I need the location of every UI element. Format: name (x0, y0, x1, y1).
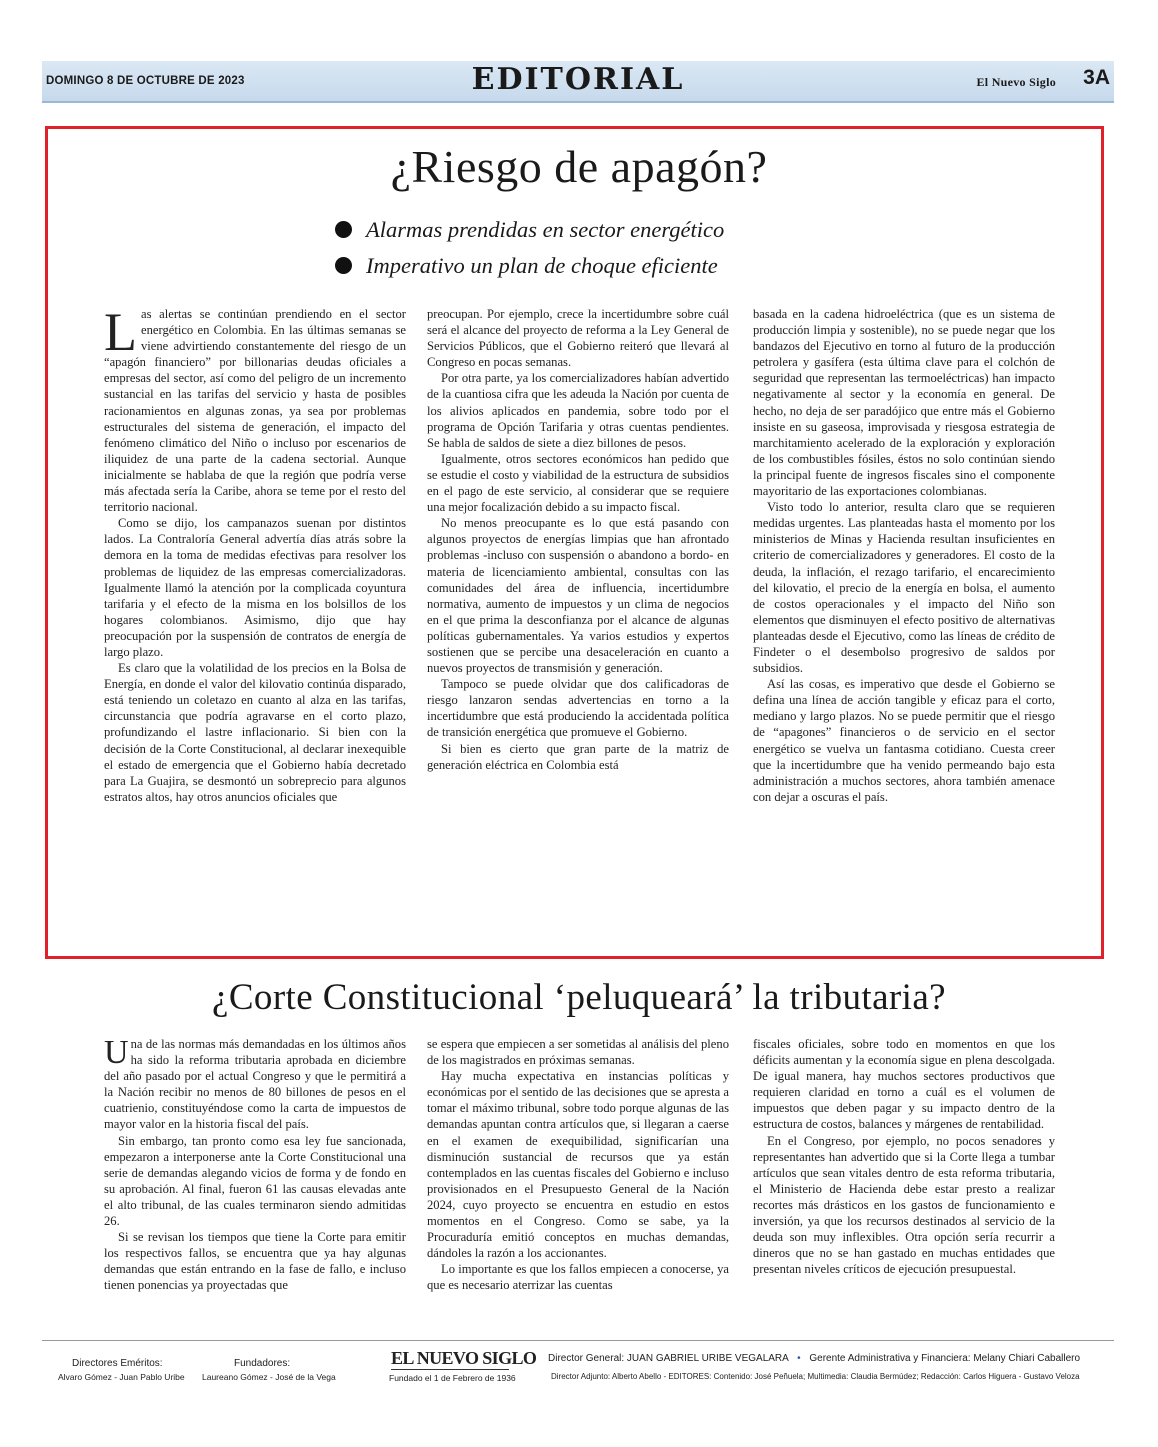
editorial2-column-1 (104, 1036, 406, 1294)
paragraph: Hay mucha expectativa en instancias políticas y económicas por el sentido de las decisiones que se apresta a tomar el máximo tribunal, sobre todo porque algunas de las demandas apuntan contra artículos que, si llegaran a caerse en el examen de exequibilidad, significarían una disminución sustancial de recursos que ya están contemplados en las cuentas fiscales del Gobierno e incluso provisionados en el Presupuesto General de la Nación 2024, cuyo proyecto se encuentra en estudio en estos momentos en el Congreso. Como se sabe, ya la Procuraduría emitió conceptos en muchas demandas, dándoles la razón a los accionantes. (427, 1069, 729, 1261)
editorial-subtitles (335, 212, 724, 284)
paragraph: En el Congreso, por ejemplo, no pocos senadores y representantes han advertido que si la Corte llega a tumbar artículos que sean vitales dentro de esta reforma tributaria, el Ministerio de Hacienda debe estar presto a realizar recortes más drásticos en los gastos de funcionamiento e inversión, ya que los recursos destinados al servicio de la deuda son muy inflexibles. Otra opción sería recurrir a dineros que no se han gastado en muchas entidades que presentan niveles críticos de ejecución presupuestal. (753, 1133, 1055, 1277)
page-number: 3A (1083, 66, 1110, 89)
paragraph: Es claro que la volatilidad de los precios en la Bolsa de Energía, en donde el valor del kilovatio continúa disparado, está teniendo un coletazo en cuanto al alza en las tarifas, circunstancia que podría agravarse en el corto plazo, profundizando el lastre inflacionario. Si bien con la decisión de la Corte Constitucional, al declarar inexequible el estado de emergencia que el Gobierno había decretado para La Guajira, se desmontó un sobreprecio para algunos estratos altos, hay otros anuncios oficiales que (104, 661, 406, 804)
paragraph: Si bien es cierto que gran parte de la matriz de generación eléctrica en Colombia está (427, 741, 729, 772)
editors-credits: Director Adjunto: Alberto Abello - EDITORES: Contenido: José Peñuela; Multimedia: Claudia Bermúdez; Redacción: Carlos Higuera - Gustavo Veloza (551, 1372, 1080, 1381)
editorial-title: ¿Riesgo de apagón? (390, 141, 768, 192)
paragraph: basada en la cadena hidroeléctrica (que es un sistema de producción limpia y sostenible), no se puede negar que los bandazos del Ejecutivo en torno al futuro de la producción petrolera y gasífera (esta última clave para el colchón de seguridad que representan las termoeléctricas) han impacto negativamente al sector y la economía en general. De hecho, no deja de ser paradójico que entre más el Gobierno insiste en su gaseosa, improvisada y riesgosa estrategia de marchitamiento acelerado de la exploración y exploración de los combustibles fósiles, éstos no solo continúan siendo la principal fuente de ingresos fiscales sino el componente mayoritario de las exportaciones colombianas. (753, 307, 1055, 499)
section-title: EDITORIAL (471, 62, 685, 97)
subtitle-item: Imperativo un plan de choque eficiente (335, 248, 724, 284)
editorial2-column-3 (753, 1036, 1055, 1277)
paragraph: No menos preocupante es lo que está pasando con algunos proyectos de energías limpias que han afrontado problemas -incluso con suspensión o abandono a bordo- en materia de licenciamiento ambiental, consultas con las comunidades del área de influencia, incertidumbre normativa, aumento de impuestos y un clima de negocios en el que prima la desconfianza por el alcance de algunas políticas gubernamentales. Ya varios estudios y expertos sostienen que se percibe una desaceleración en cuanto a nuevos proyectos de transmisión y generación. (427, 516, 729, 676)
founders-names: Laureano Gómez - José de la Vega (202, 1372, 336, 1382)
paragraph: Si se revisan los tiempos que tiene la Corte para emitir los respectivos fallos, se encuentra que ya hay algunas demandas que están entrando en la fase de fallo, e incluso tienen ponencias ya proyectadas que (104, 1230, 406, 1293)
gerente-name: Melany Chiari Caballero (973, 1353, 1081, 1364)
emeritus-label: Directores Eméritos: (72, 1358, 163, 1369)
masthead (42, 61, 1114, 103)
drop-cap: L (104, 302, 137, 362)
founded-date: Fundado el 1 de Febrero de 1936 (389, 1373, 516, 1383)
drop-cap: U (104, 1034, 129, 1071)
subtitle-item: Alarmas prendidas en sector energético (335, 212, 724, 248)
founders-label: Fundadores: (234, 1358, 291, 1369)
paragraph: Así las cosas, es imperativo que desde el Gobierno se defina una línea de acción tangible y eficaz para el corto, mediano y largo plazos. No se puede permitir que el riesgo de “apagones” financieros o de servicio en el sector energético se vuelva un fantasma cotidiano. Cuesta creer que la incertidumbre que ha venido permeando bajo esta administración a muchos sectores, ahora también amenace con dejar a oscuras el país. (753, 677, 1055, 804)
paragraph: fiscales oficiales, sobre todo en momentos en que los déficits aumentan y la economía sigue en plena descolgada. De igual manera, hay muchos sectores productivos que requieren claridad en torno a cuál es el volumen de impuestos que deben pagar y su impacto dentro de la estructura de costos, balances y márgenes de rentabilidad. (753, 1037, 1055, 1132)
bullet-icon (335, 221, 352, 238)
paragraph: Tampoco se puede olvidar que dos calificadoras de riesgo lanzaron sendas advertencias en torno a la incertidumbre que está produciendo la accidentada política de transición energética que promueve el Gobierno. (427, 677, 729, 740)
gerente-label: Gerente Administrativa y Financiera: (809, 1353, 971, 1364)
editorial-column-1 (104, 302, 406, 805)
logo-underline (391, 1369, 509, 1370)
editorial-column-3 (753, 306, 1055, 805)
paragraph: preocupan. Por ejemplo, crece la incertidumbre sobre cuál será el alcance del proyecto de reforma a la Ley General de Servicios Públicos, que el Gobierno reiteró que llevará al Congreso en pocas semanas. (427, 307, 729, 370)
emeritus-names: Alvaro Gómez - Juan Pablo Uribe (58, 1372, 185, 1382)
paragraph: Una de las normas más demandadas en los últimos años ha sido la reforma tributaria aprobada en diciembre del año pasado por el actual Congreso y que le permitirá a la Nación recibir no menos de 80 billones de pesos en el cuatrienio, constituyéndose como la carta de impuestos de mayor valor en la historia fiscal del país. (104, 1034, 406, 1132)
paragraph: Igualmente, otros sectores económicos han pedido que se estudie el costo y viabilidad de la estructura de subsidios en el pago de este servicio, al considerar que se requiere una mejor focalización debido a su impacto fiscal. (427, 451, 729, 515)
newspaper-logo: EL NUEVO SIGLO (391, 1348, 537, 1368)
footer-divider (42, 1340, 1114, 1341)
editorial-title-2: ¿Corte Constitucional ‘peluqueará’ la tributaria? (212, 977, 946, 1018)
masthead-director-line (548, 1353, 1080, 1364)
paragraph: Visto todo lo anterior, resulta claro que se requieren medidas urgentes. Las planteadas hasta el momento por los ministerios de Minas y Hacienda resultan insuficientes en criterio de comercializadores y generadores. El costo de la deuda, la inflación, el rezago tarifario, el encarecimiento del kilovatio, el precio de la energía en bolsa, el aumento de costos operacionales y el impacto del Niño son elementos que disminuyen el efecto positivo de alternativas planteadas desde el Ejecutivo, como las líneas de crédito de Findeter o el desembolso progresivo de saldos por subsidios. (753, 500, 1055, 676)
paragraph: Las alertas se continúan prendiendo en el sector energético en Colombia. En las últimas semanas se viene advirtiendo constantemente del riesgo de un “apagón financiero” por billonarias deudas oficiales a empresas del sector, así como del peligro de un incremento sustancial en las tarifas del servicio y hasta de posibles racionamientos en algunas zonas, ya sea por problemas estructurales del sistema de generación, el impacto del fenómeno climático del Niño o incluso por escenarios de iliquidez de una parte de la cadena sectorial. Aunque inicialmente se hablaba de que la región que podría verse más afectada sería la Caribe, ahora se teme por el resto del territorio nacional. (104, 302, 406, 515)
bullet-icon (335, 257, 352, 274)
paragraph: Lo importante es que los fallos empiecen a conocerse, ya que es necesario aterrizar las cuentas (427, 1262, 729, 1293)
paragraph: Sin embargo, tan pronto como esa ley fue sancionada, empezaron a interponerse ante la Corte Constitucional una serie de demandas alegando vicios de forma y de fondo en su aprobación. Al final, fueron 61 las causas elevadas ante el alto tribunal, de las cuales terminaron siendo admitidas 26. (104, 1133, 406, 1229)
director-label: Director General: (548, 1353, 625, 1364)
paragraph: Como se dijo, los campanazos suenan por distintos lados. La Contraloría General advertía días atrás sobre la demora en la toma de medidas efectivas para resolver los problemas de liquidez de las empresas comercializadoras. Igualmente llamó la atención por la complicada coyuntura tarifaria y el efecto de la misma en los bolsillos de los hogares colombianos. Asimismo, dijo que hay preocupación por la suspensión de contratos de energía de largo plazo. (104, 516, 406, 659)
director-name: JUAN GABRIEL URIBE VEGALARA (626, 1353, 789, 1364)
issue-date: DOMINGO 8 DE OCTUBRE DE 2023 (46, 75, 245, 87)
paragraph: se espera que empiecen a ser sometidas al análisis del pleno de los magistrados en próximas semanas. (427, 1037, 729, 1068)
separator-bullet: • (797, 1353, 801, 1364)
editorial2-column-2 (427, 1036, 729, 1294)
editorial-column-2 (427, 306, 729, 773)
newspaper-name: El Nuevo Siglo (976, 75, 1056, 89)
paragraph: Por otra parte, ya los comercializadores habían advertido de la cuantiosa cifra que les adeuda la Nación por cuenta de los alivios aplicados en pandemia, sobre todo por el programa de Opción Tarifaria y otras cuentas pendientes. Se habla de saldos de siete a diez billones de pesos. (427, 371, 729, 450)
